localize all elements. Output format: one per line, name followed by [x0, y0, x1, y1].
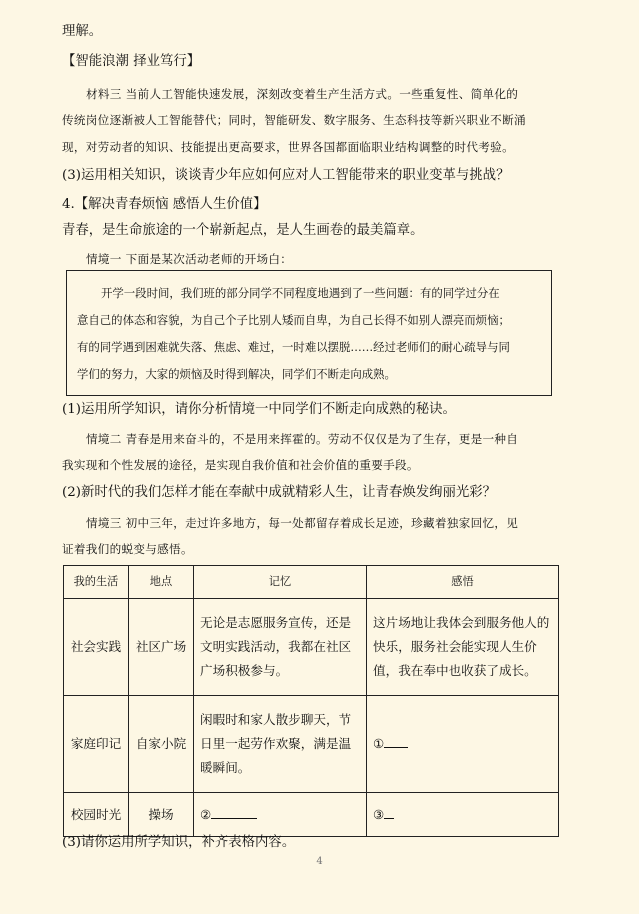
answer-blank[interactable]	[384, 804, 394, 819]
quote-line: 开学一段时间，我们班的部分同学不同程度地遇到了一些问题：有的同学过分在	[101, 286, 500, 300]
place-cell: 操场	[129, 793, 194, 837]
intro-text: 青春，是生命旅途的一个崭新起点，是人生画卷的最美篇章。	[62, 223, 424, 238]
life-cell: 社会实践	[64, 599, 129, 696]
scenario-text: 证着我们的蜕变与感悟。	[62, 542, 193, 556]
answer-marker: ③	[373, 806, 385, 822]
insight-cell[interactable]	[367, 696, 559, 793]
section-heading: 【智能浪潮 择业笃行】	[62, 54, 201, 69]
insight-cell: 这片场地让我体会到服务他人的快乐，服务社会能实现人生价值，我在奉中也收获了成长。	[367, 599, 559, 696]
table-row	[64, 793, 559, 837]
question-text: (1)运用所学知识，请你分析情境一中同学们不断走向成熟的秘诀。	[62, 402, 456, 417]
memory-table	[63, 565, 559, 837]
answer-blank[interactable]	[384, 733, 408, 748]
section-heading: 4.【解决青春烦恼 感悟人生价值】	[62, 197, 267, 212]
column-header: 记忆	[194, 566, 367, 599]
column-header: 地点	[129, 566, 194, 599]
memory-cell[interactable]	[194, 793, 367, 837]
scenario-text: 情境二 青春是用来奋斗的，不是用来挥霍的。劳动不仅仅是为了生存，更是一种自	[86, 432, 519, 446]
page-number: 4	[316, 856, 323, 867]
table-header-row	[64, 566, 559, 599]
place-cell: 社区广场	[129, 599, 194, 696]
table-row	[64, 599, 559, 696]
answer-marker: ②	[200, 806, 212, 822]
memory-cell: 无论是志愿服务宣传，还是文明实践活动，我都在社区广场积极参与。	[194, 599, 367, 696]
insight-cell[interactable]	[367, 793, 559, 837]
memory-cell: 闲暇时和家人散步聊天，节日里一起劳作欢聚，满是温暖瞬间。	[194, 696, 367, 793]
scenario-text: 情境三 初中三年，走过许多地方，每一处都留存着成长足迹，珍藏着独家回忆，见	[86, 516, 519, 530]
quote-line: 学们的努力，大家的烦恼及时得到解决，同学们不断走向成熟。	[77, 367, 396, 381]
column-header: 我的生活	[64, 566, 129, 599]
question-text: (3)请你运用所学知识，补齐表格内容。	[62, 835, 296, 850]
quote-box	[66, 270, 552, 396]
column-header: 感悟	[367, 566, 559, 599]
quote-line: 有的同学遇到困难就失落、焦虑、难过，一时难以摆脱……经过老师们的耐心疏导与同	[77, 340, 510, 354]
text-line: 理解。	[62, 24, 103, 39]
quote-line: 意自己的体态和容貌，为自己个子比别人矮而自卑，为自己长得不如别人漂亮而烦恼；	[77, 313, 510, 327]
question-text: (3)运用相关知识，谈谈青少年应如何应对人工智能带来的职业变革与挑战？	[62, 168, 510, 183]
life-cell: 校园时光	[64, 793, 129, 837]
material-text: 传统岗位逐渐被人工智能替代；同时，智能研发、数字服务、生态科技等新兴职业不断涌	[62, 113, 526, 127]
material-text: 现，对劳动者的知识、技能提出更高要求，世界各国都面临职业结构调整的时代考验。	[62, 140, 514, 154]
table-row	[64, 696, 559, 793]
place-cell: 自家小院	[129, 696, 194, 793]
scenario-text: 我实现和个性发展的途径，是实现自我价值和社会价值的重要手段。	[62, 458, 419, 472]
scenario-text: 情境一 下面是某次活动老师的开场白：	[86, 252, 293, 266]
question-text: (2)新时代的我们怎样才能在奉献中成就精彩人生，让青春焕发绚丽光彩？	[62, 485, 497, 500]
answer-blank[interactable]	[211, 804, 257, 819]
life-cell: 家庭印记	[64, 696, 129, 793]
material-text: 材料三 当前人工智能快速发展，深刻改变着生产生活方式。一些重复性、简单化的	[86, 87, 519, 101]
answer-marker: ①	[373, 736, 385, 751]
